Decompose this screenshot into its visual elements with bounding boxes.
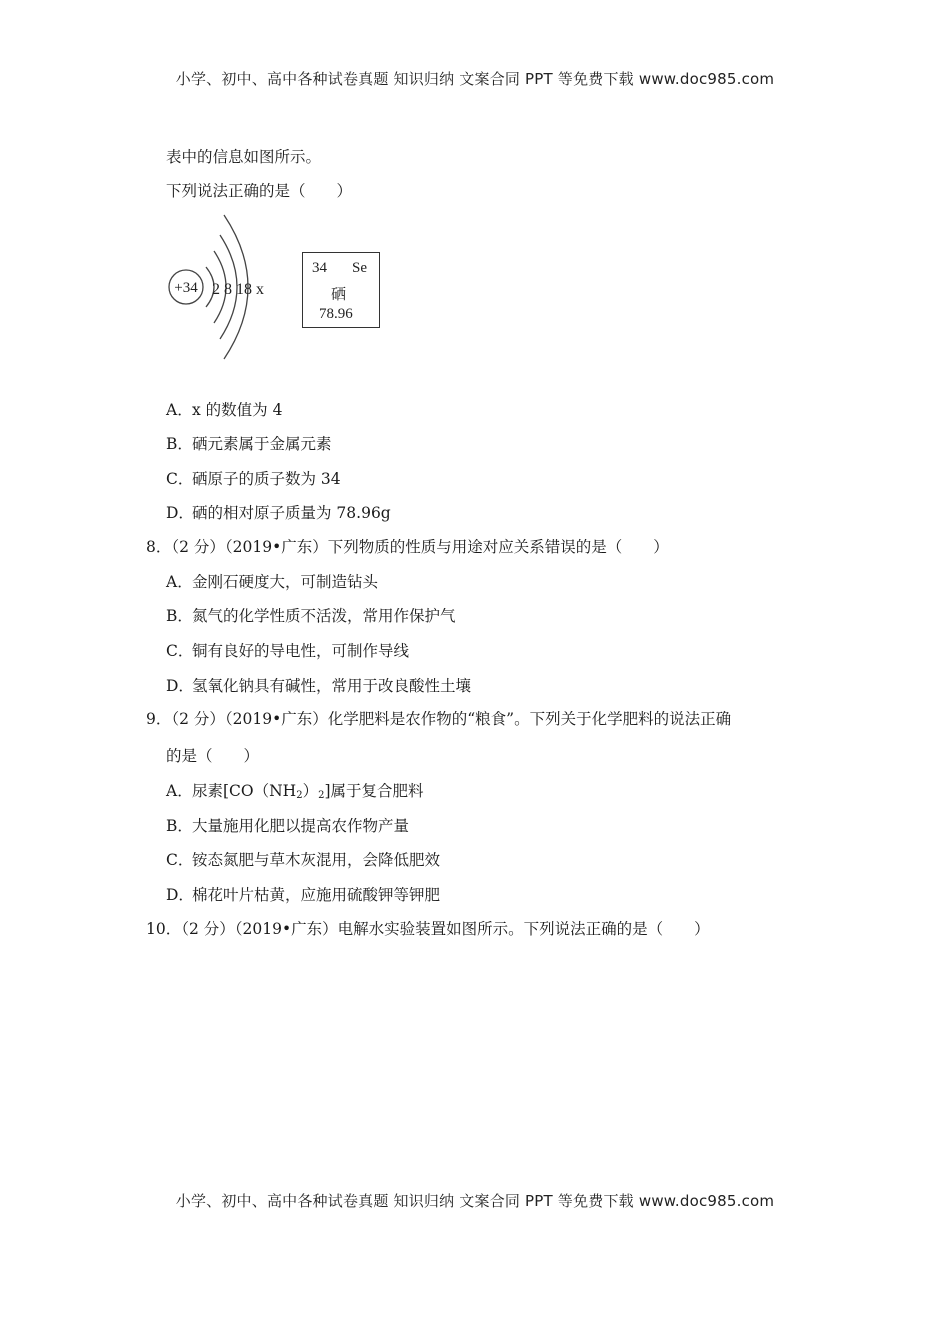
nucleus-charge: +34 [174,280,198,296]
q8-stem: 8．（2 分）（2019•广东）下列物质的性质与用途对应关系错误的是（ ） [146,538,669,556]
q9-option-a: A．尿素$[CO(NH_2)_2]$属于复合肥料 [166,782,424,801]
q8-option-c: C．铜有良好的导电性，可制作导线 [166,642,410,660]
periodic-table-cell [302,252,380,328]
q8-option-b: B．氮气的化学性质不活泼，常用作保护气 [166,607,456,625]
q7-option-d: D．硒的相对原子质量为 78.96g [166,504,391,522]
q7-option-c: C．硒原子的质子数为 34 [166,470,341,488]
q9-option-d: D．棉花叶片枯黄，应施用硫酸钾等钾肥 [166,886,441,904]
element-symbol: Se [352,260,367,276]
q9-option-b: B．大量施用化肥以提高农作物产量 [166,817,410,835]
q9-stem-line2: 的是（ ） [166,747,260,765]
q7-option-a: A．x 的数值为 4 [166,401,283,419]
atomic-mass: 78.96 [319,306,353,322]
q7-option-b: B．硒元素属于金属元素 [166,435,332,453]
footer-banner: 小学、初中、高中各种试卷真题 知识归纳 文案合同 PPT 等免费下载 www.doc985.com [175,1192,775,1210]
q9-stem-line1: 9．（2 分）（2019•广东）化学肥料是农作物的“粮食”。下列关于化学肥料的说法正确 [146,710,732,728]
q10-stem: 10．（2 分）（2019•广东）电解水实验装置如图所示。下列说法正确的是（ ） [146,920,710,938]
q7-question: 下列说法正确的是（ ） [166,182,353,200]
q8-option-a: A．金刚石硬度大，可制造钻头 [166,573,379,591]
header-banner: 小学、初中、高中各种试卷真题 知识归纳 文案合同 PPT 等免费下载 www.doc985.com [175,70,775,88]
q8-option-d: D．氢氧化钠具有碱性，常用于改良酸性土壤 [166,677,472,695]
electron-counts: 2 8 18 x [212,281,264,298]
element-name: 硒 [331,285,347,303]
q9-option-c: C．铵态氮肥与草木灰混用，会降低肥效 [166,851,441,869]
q7-intro-line: 表中的信息如图所示。 [166,148,322,166]
atomic-number: 34 [312,260,327,276]
